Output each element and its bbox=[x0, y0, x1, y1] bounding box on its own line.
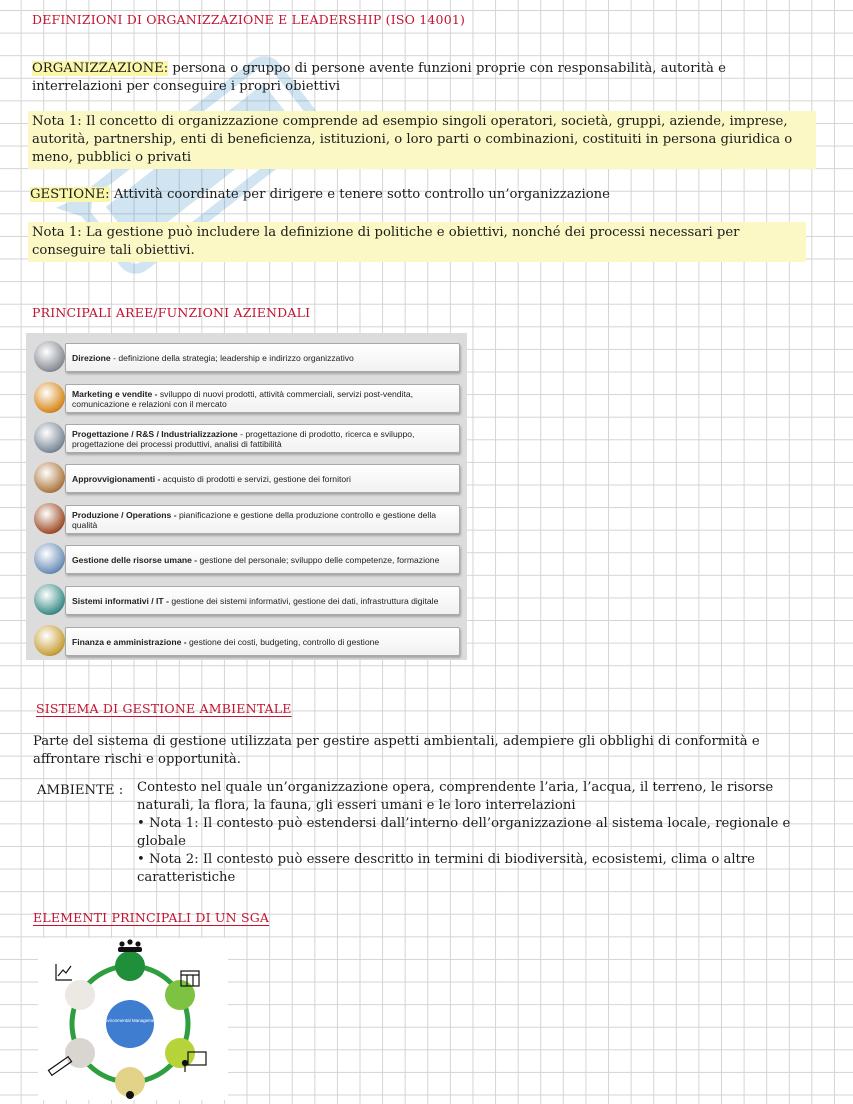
section-title-elementi: ELEMENTI PRINCIPALI DI UN SGA bbox=[33, 910, 270, 925]
function-name: Sistemi informativi / IT - bbox=[72, 595, 169, 606]
function-item bbox=[34, 625, 460, 656]
sga-definition: Parte del sistema di gestione utilizzata per gestire aspetti ambientali, adempiere gli obblighi di conformità e affrontare rischi e opportunità. bbox=[33, 734, 760, 767]
function-label bbox=[72, 510, 453, 530]
function-bar bbox=[65, 627, 460, 656]
function-description: gestione dei costi, budgeting, controllo di gestione bbox=[186, 636, 380, 647]
function-bar bbox=[65, 464, 460, 493]
function-description: - progettazione di prodotto, ricerca e sviluppo, progettazione dei processi produttivi, analisi di fattibilità bbox=[72, 428, 415, 449]
function-bar bbox=[65, 384, 460, 413]
organizzazione-term: ORGANIZZAZIONE: bbox=[32, 61, 169, 76]
function-item bbox=[34, 341, 460, 372]
node-resources bbox=[165, 1038, 195, 1068]
worker-icon bbox=[126, 1091, 134, 1099]
design-icon bbox=[34, 422, 65, 453]
node-leadership bbox=[115, 951, 145, 981]
function-item bbox=[34, 422, 460, 453]
sga-cycle-diagram bbox=[38, 938, 228, 1100]
gestione-definition bbox=[30, 186, 820, 204]
function-label bbox=[72, 474, 453, 484]
node-review bbox=[65, 980, 95, 1010]
function-bar bbox=[65, 545, 460, 574]
ambiente-nota-2: • Nota 2: Il contesto può essere descritto in termini di biodiversità, ecosistemi, clima o altre caratteristiche bbox=[137, 852, 755, 885]
function-name: Direzione bbox=[72, 352, 111, 363]
function-label bbox=[72, 637, 453, 647]
ambiente-nota-1: • Nota 1: Il contesto può estendersi dall’interno dell’organizzazione al sistema locale, regionale e globale bbox=[137, 816, 791, 849]
section-title-definizioni: DEFINIZIONI DI ORGANIZZAZIONE E LEADERSHIP (ISO 14001) bbox=[32, 12, 466, 27]
production-icon bbox=[34, 503, 65, 534]
section-title-aree: PRINCIPALI AREE/FUNZIONI AZIENDALI bbox=[32, 305, 311, 320]
function-item bbox=[34, 382, 460, 413]
function-description: pianificazione e gestione della produzione controllo e gestione della qualità bbox=[72, 509, 437, 530]
ambiente-label: AMBIENTE : bbox=[37, 783, 124, 798]
function-description: sviluppo di nuovi prodotti, attività commerciali, servizi post-vendita, comunicazione e relazioni con il mercato bbox=[72, 388, 414, 409]
coins-icon bbox=[34, 625, 65, 656]
function-name: Progettazione / R&S / Industrializzazione bbox=[72, 428, 238, 439]
people-icon bbox=[34, 543, 65, 574]
organizzazione-definition bbox=[32, 60, 812, 96]
function-description: gestione del personale; sviluppo delle competenze, formazione bbox=[197, 554, 440, 565]
function-name: Finanza e amministrazione - bbox=[72, 636, 187, 647]
function-item bbox=[34, 543, 460, 574]
function-label bbox=[72, 555, 453, 565]
function-label bbox=[72, 429, 453, 449]
strategy-icon bbox=[34, 341, 65, 372]
organizzazione-text: persona o gruppo di persone avente funzioni proprie con responsabilità, autorità e interrelazioni per conseguire i propri obiettivi bbox=[32, 61, 726, 94]
ambiente-text: Contesto nel quale un’organizzazione opera, comprendente l’aria, l’acqua, il terreno, le risorse naturali, la flora, la fauna, gli esseri umani e le loro interrelazioni bbox=[137, 780, 774, 813]
function-bar bbox=[65, 586, 460, 615]
boxes-icon bbox=[34, 462, 65, 493]
function-bar bbox=[65, 505, 460, 534]
organizzazione-nota: Nota 1: Il concetto di organizzazione comprende ad esempio singoli operatori, società, gruppi, aziende, imprese, autorità, partnership, enti di beneficienza, istituzioni, o loro parti o combinazioni, costituiti in persona giuridica o meno, pubblici o privati bbox=[28, 111, 816, 169]
sga-cycle-svg bbox=[38, 938, 228, 1100]
function-bar bbox=[65, 424, 460, 453]
function-label bbox=[72, 353, 453, 363]
center-circle bbox=[106, 1000, 154, 1048]
function-name: Approvvigionamenti - bbox=[72, 473, 161, 484]
function-item bbox=[34, 462, 460, 493]
function-name: Marketing e vendite - bbox=[72, 388, 158, 399]
function-description: - definizione della strategia; leadership e indirizzo organizzativo bbox=[110, 352, 354, 363]
function-description: acquisto di prodotti e servizi, gestione dei fornitori bbox=[160, 473, 351, 484]
ambiente-definition bbox=[137, 779, 817, 887]
network-icon bbox=[34, 584, 65, 615]
function-bar bbox=[65, 343, 460, 372]
gestione-nota: Nota 1: La gestione può includere la definizione di politiche e obiettivi, nonché dei processi necessari per conseguire tali obiettivi. bbox=[28, 222, 806, 262]
function-name: Gestione delle risorse umane - bbox=[72, 554, 198, 565]
gestione-term: GESTIONE: bbox=[30, 187, 110, 202]
function-item bbox=[34, 584, 460, 615]
function-name: Produzione / Operations - bbox=[72, 509, 177, 520]
chart-icon bbox=[56, 964, 72, 980]
section-title-sga: SISTEMA DI GESTIONE AMBIENTALE bbox=[36, 701, 292, 716]
node-planning bbox=[165, 980, 195, 1010]
function-label bbox=[72, 596, 453, 606]
function-label bbox=[72, 389, 453, 409]
function-description: gestione dei sistemi informativi, gestione dei dati, infrastruttura digitale bbox=[168, 595, 439, 606]
gestione-text: Attività coordinate per dirigere e tenere sotto controllo un’organizzazione bbox=[109, 187, 610, 202]
people-icon bbox=[118, 939, 142, 952]
center-label: Environmental Management bbox=[101, 1018, 159, 1023]
market-icon bbox=[34, 382, 65, 413]
function-item bbox=[34, 503, 460, 534]
